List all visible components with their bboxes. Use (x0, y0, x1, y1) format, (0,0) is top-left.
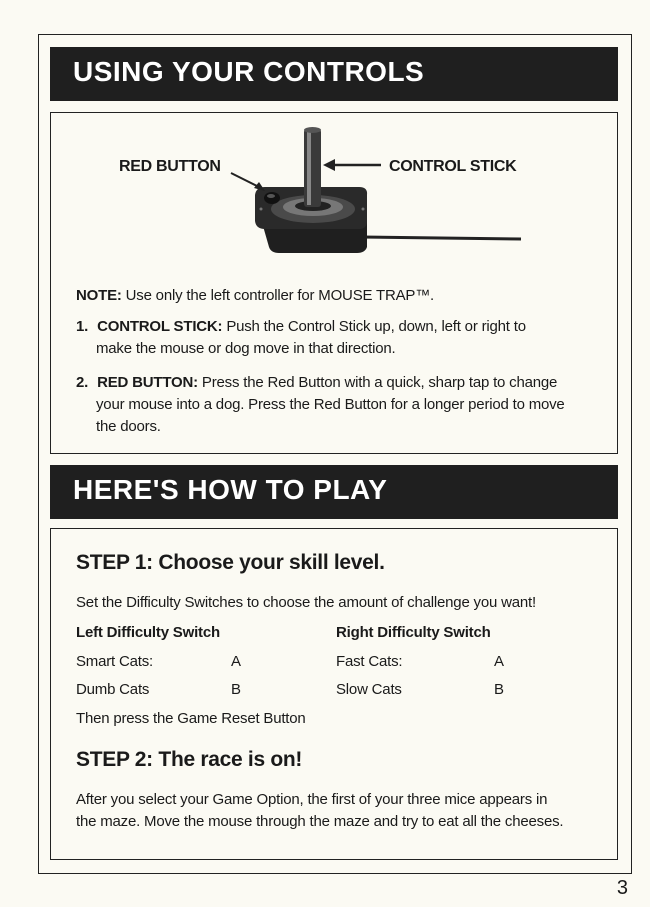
play-heading: HERE'S HOW TO PLAY (73, 474, 388, 505)
left-row-1-value: A (231, 653, 241, 670)
left-row-2-value: B (231, 681, 241, 698)
item-1-line-1 (76, 316, 526, 338)
red-button-label: RED BUTTON (119, 158, 221, 175)
reset-instruction: Then press the Game Reset Button (76, 710, 306, 727)
item-2-number: 2. (76, 374, 89, 391)
item-2-label: RED BUTTON: (97, 374, 198, 391)
item-2-line-2: your mouse into a dog. Press the Red Button for a longer period to move (96, 396, 565, 413)
right-row-1-value: A (494, 653, 504, 670)
item-2-text: Press the Red Button with a quick, sharp tap to change (201, 374, 558, 391)
item-1-line-2: make the mouse or dog move in that direction. (96, 340, 396, 357)
right-switch-header: Right Difficulty Switch (336, 624, 491, 641)
step-2-line-2: the maze. Move the mouse through the maze and try to eat all the cheeses. (76, 813, 564, 830)
left-row-2-label: Dumb Cats (76, 681, 150, 698)
note-line (76, 285, 434, 307)
step-2-title: STEP 2: The race is on! (76, 748, 303, 771)
left-row-1-label: Smart Cats: (76, 653, 153, 670)
controls-box (50, 112, 618, 454)
play-section-banner (50, 465, 618, 519)
item-1-text: Push the Control Stick up, down, left or right to (226, 318, 526, 335)
item-1-number: 1. (76, 318, 89, 335)
right-row-2-label: Slow Cats (336, 681, 402, 698)
joystick-diagram (51, 113, 617, 273)
control-stick-label: CONTROL STICK (389, 158, 517, 175)
note-label: NOTE: (76, 287, 122, 304)
right-row-2-value: B (494, 681, 504, 698)
step-2-line-1: After you select your Game Option, the first of your three mice appears in (76, 791, 548, 808)
play-box (50, 528, 618, 860)
left-switch-header: Left Difficulty Switch (76, 624, 220, 641)
item-1-label: CONTROL STICK: (97, 318, 223, 335)
right-row-1-label: Fast Cats: (336, 653, 403, 670)
page-number: 3 (616, 877, 628, 899)
step-1-title: STEP 1: Choose your skill level. (76, 551, 385, 574)
step-1-intro: Set the Difficulty Switches to choose the amount of challenge you want! (76, 594, 536, 611)
controls-section-banner (50, 47, 618, 101)
item-2-line-3: the doors. (96, 418, 161, 435)
note-text: Use only the left controller for MOUSE TRAP™. (125, 287, 434, 304)
controls-heading: USING YOUR CONTROLS (73, 56, 425, 87)
item-2-line-1 (76, 372, 557, 394)
